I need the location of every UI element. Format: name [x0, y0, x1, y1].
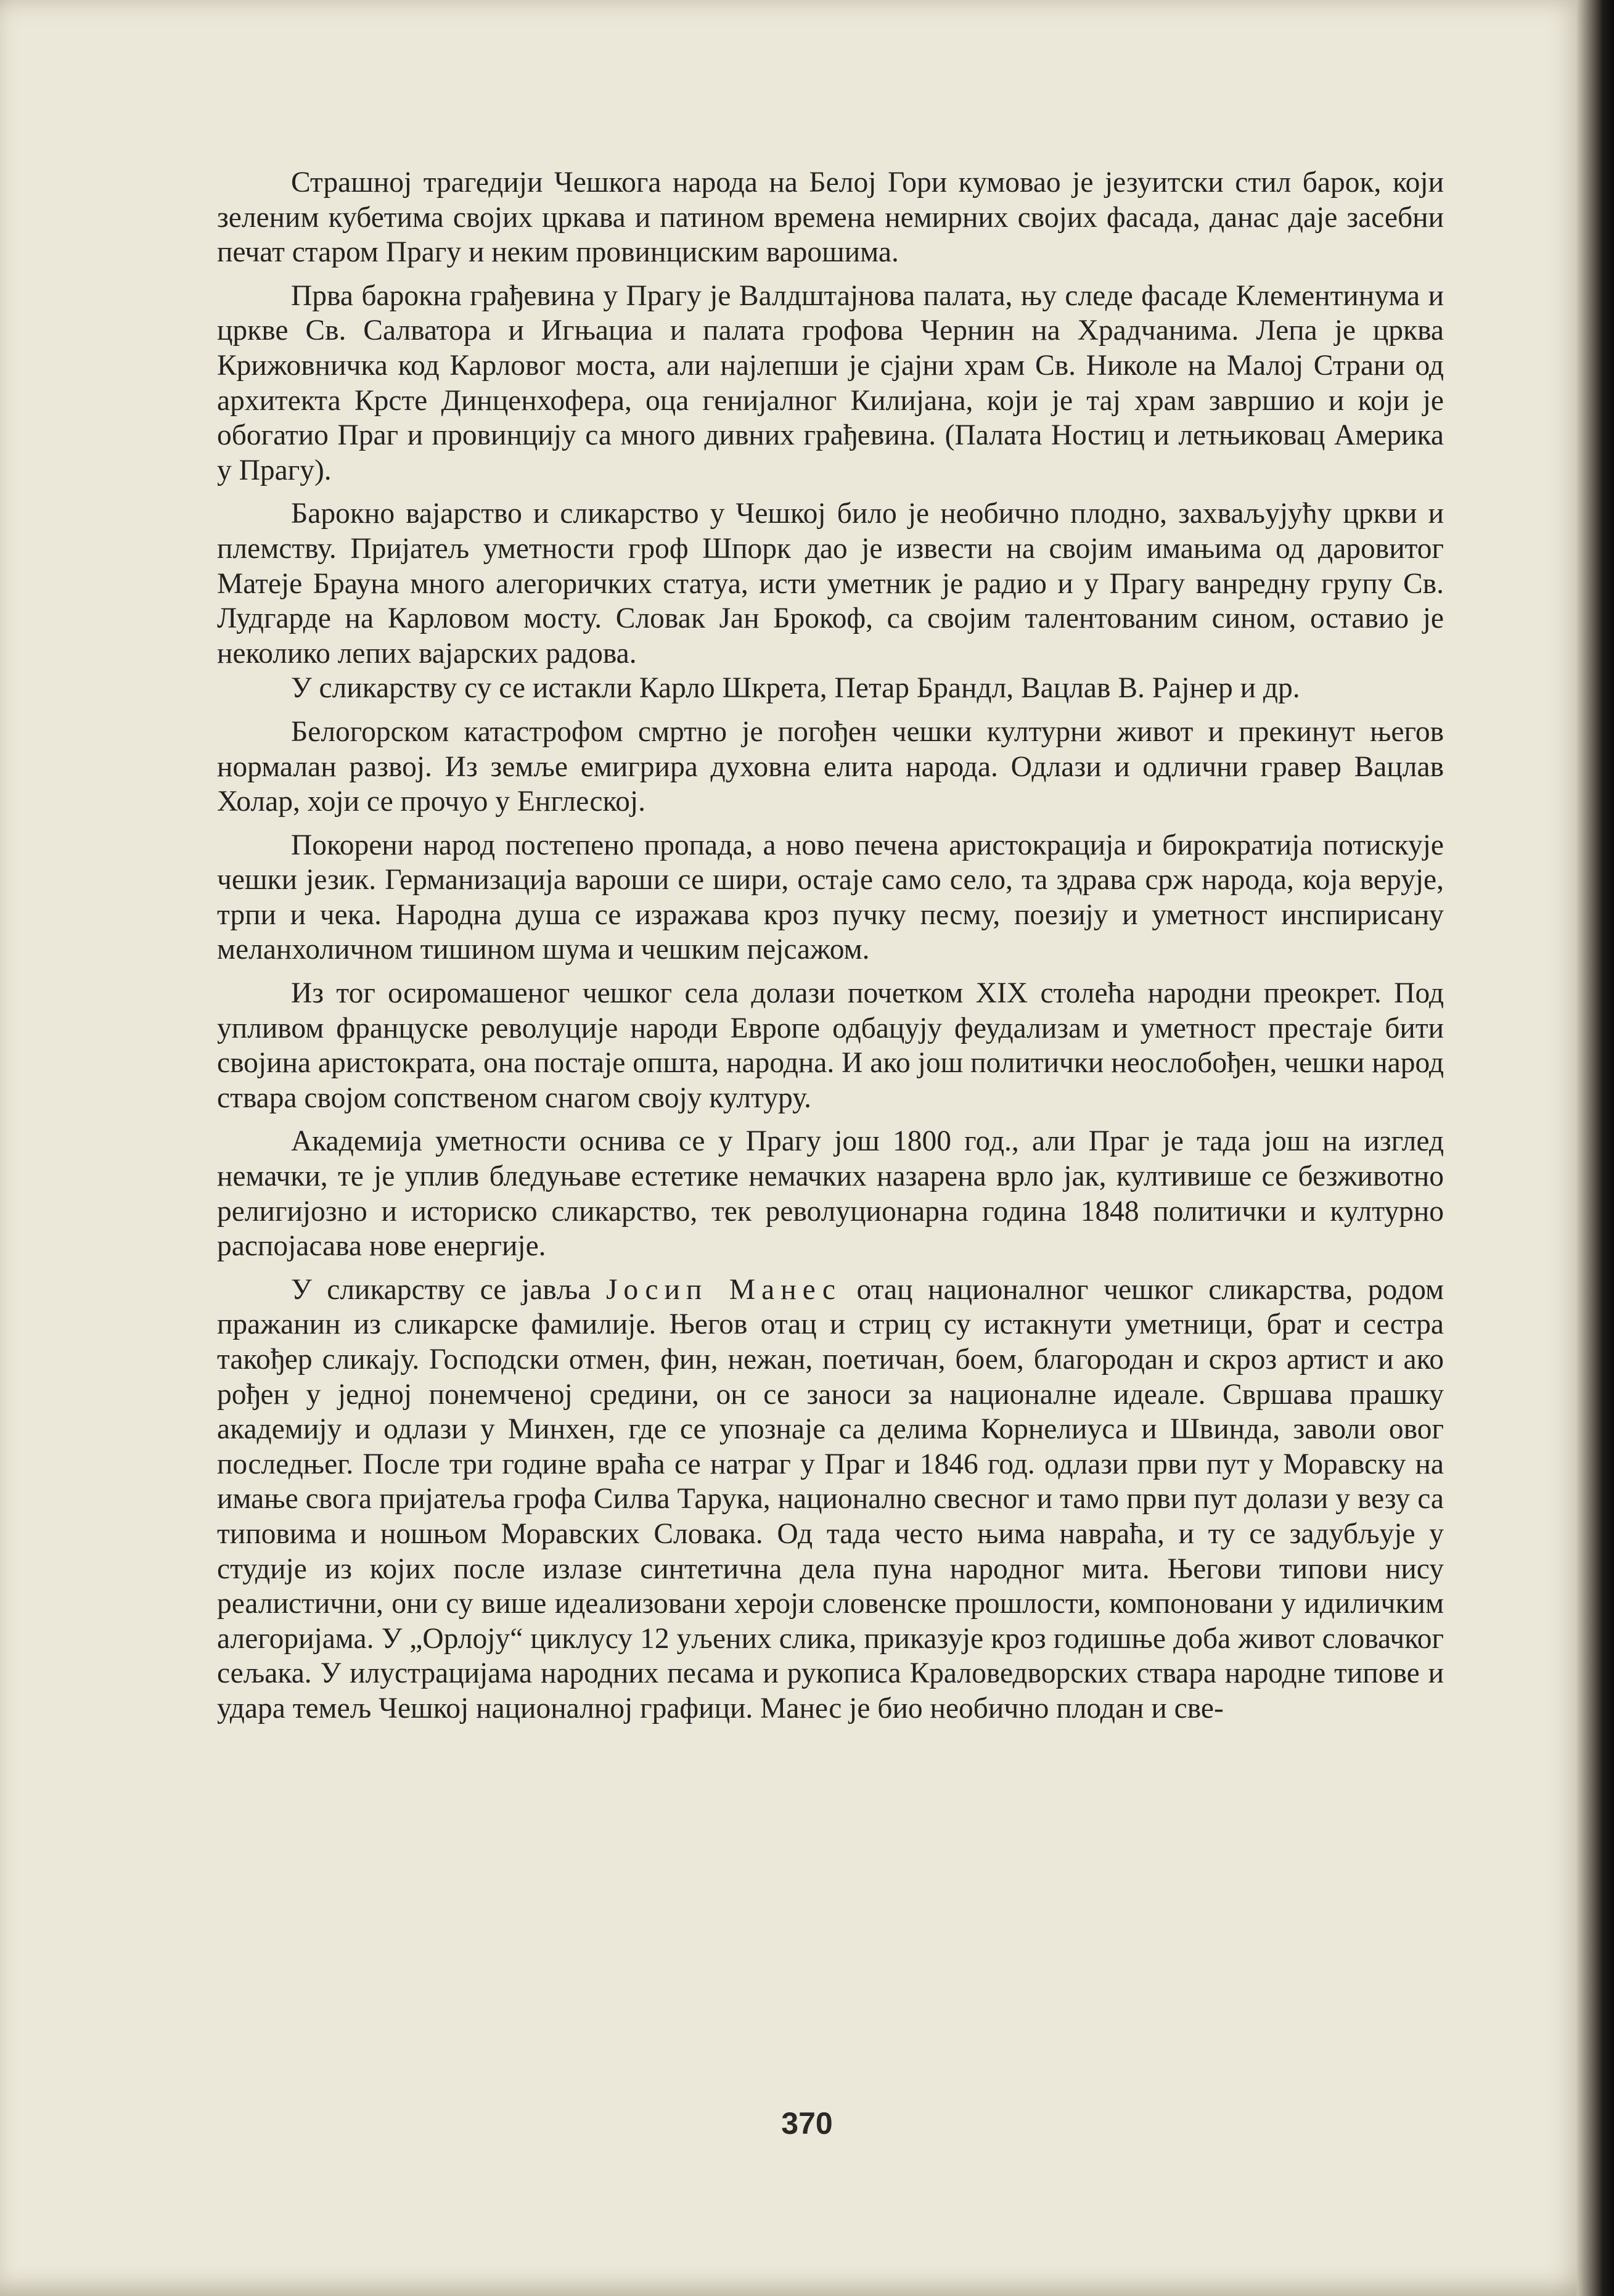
- paragraph-1: Страшној трагедији Чешкога народа на Белој Гори кумовао је језуитски стил барок, који зеленим кубетима својих цркава и патином времена немирних својих фасада, данас даје засебни печат старом Прагу и неким провинциским варошима.: [217, 166, 1444, 269]
- page-number: 370: [781, 2106, 833, 2141]
- paragraph-2: Прва барокна грађевина у Прагу је Валдштајнова палата, њу следе фасаде Клементинума и цркве Св. Салватора и Игњациа и палата грофова Чернин на Храдчанима. Лепа је црква Крижовничка код Карловог моста, али најлепши је сјајни храм Св. Николе на Малој Страни од архитекта Крсте Динценхофера, оца генијалног Килијана, који је тај храм завршио и који је обогатио Праг и провинцију са много дивних грађевина. (Палата Ностиц и летњиковац Америка у Прагу).: [217, 279, 1444, 486]
- paragraph-9: [217, 1273, 1444, 1726]
- paragraph-5: Белогорском катастрофом смртно је погођен чешки културни живот и прекинут његов нормалан развој. Из земље емигрира духовна елита народа. Одлази и одлични гравер Вацлав Холар, хоји се прочуо у Енглеској.: [217, 715, 1444, 818]
- artist-name: Јосип Манес: [605, 1273, 842, 1306]
- paragraph-9-intro: У сликарству се јавља: [291, 1273, 591, 1306]
- paragraph-6: Покорени народ постепено пропада, а ново печена аристокрација и бирократија потискује чешки језик. Германизација вароши се шири, остаје само село, та здрава срж народа, која верује, трпи и чека. Народна душа се изражава кроз пучку песму, поезију и уметност инспирисану меланхоличном тишином шума и чешким пејсажом.: [217, 829, 1444, 966]
- paragraph-7: Из тог осиромашеног чешког села долази почетком XIX столећа народни преокрет. Под упливом француске револуције народи Европе одбацују феудализам и уметност престаје бити својина аристократа, она постаје општа, народна. И ако још политички неослобођен, чешки народ ствара својом сопственом снагом своју културу.: [217, 977, 1444, 1114]
- paragraph-9-body: отац националног чешког сликарства, родом пражанин из сликарске фамилије. Његов отац и стриц су истакнути уметници, брат и сестра такођер сликају. Господски отмен, фин, нежан, поетичан, боем, благородан и скроз артист и ако рођен у једној понемченој средини, он се заноси за националне идеале. Свршава прашку академију и одлази у Минхен, где се упознаје са делима Корнелиуса и Швинда, заволи овог последњег. После три године враћа се натраг у Праг и 1846 год. одлази први пут у Моравску на имање свога пријатеља грофа Силва Тарука, национално свесног и тамо први пут долази у везу са типовима и ношњом Моравских Словака. Од тада често њима навраћа, и ту се задубљује у студије из којих после излазе синтетична дела пуна народног мита. Његови типови нису реалистични, они су више идеализовани хероји словенске прошлости, компоновани у идиличким алегоријама. У „Орлоју“ циклусу 12 уљених слика, приказује кроз годишње доба живот словачког сељака. У илустрацијама народних песама и рукописа Краловедворских ствара народне типове и удара темељ Чешкој националној графици. Манес је био необично плодан и све-: [217, 1273, 1444, 1724]
- paragraph-3: Барокно вајарство и сликарство у Чешкој било је необично плодно, захваљујућу цркви и племству. Пријатељ уметности гроф Шпорк дао је извести на својим имањима од даровитог Матеје Брауна много алегоричких статуа, исти уметник је радио и у Прагу ванредну групу Св. Лудгарде на Карловом мосту. Словак Јан Брокоф, са својим талентованим сином, оставио је неколико лепих вајарских радова.: [217, 498, 1444, 670]
- paragraph-8: Академија уметности оснива се у Прагу још 1800 год., али Праг је тада још на изглед немачки, те је уплив бледуњаве естетике немачких назарена врло јак, култивише се безживотно религијозно и историско сликарство, тек револуционарна година 1848 политички и културно распојасава нове енергије.: [217, 1125, 1444, 1263]
- body-text: [217, 165, 1444, 1726]
- paragraph-4: У сликарству су се истакли Карло Шкрета, Петар Брандл, Вацлав В. Рајнер и др.: [291, 672, 1300, 705]
- book-spine: [1577, 0, 1614, 2296]
